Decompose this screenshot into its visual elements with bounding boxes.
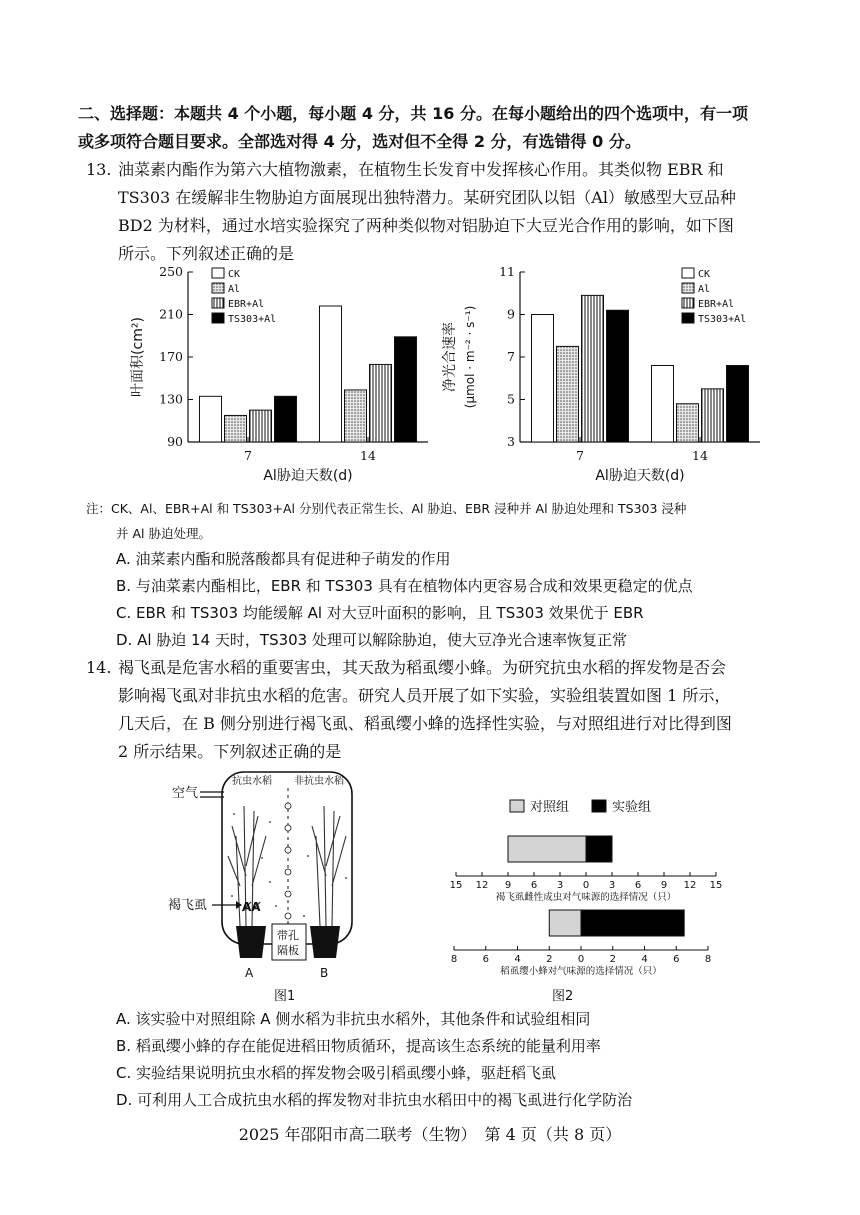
question-14-number: 14. bbox=[86, 658, 112, 677]
leaf-area-chart bbox=[120, 262, 440, 492]
legend-label: TS303+Al bbox=[698, 314, 747, 325]
question-13-number: 13. bbox=[86, 160, 112, 179]
bar-al-7 bbox=[225, 415, 247, 442]
x-axis-label: Al胁迫天数(d) bbox=[595, 468, 685, 484]
y-tick-label: 11 bbox=[499, 264, 515, 279]
legend-swatch-control bbox=[510, 800, 524, 812]
x-tick-label: 14 bbox=[360, 448, 376, 463]
bar-ebr-al-7 bbox=[250, 410, 272, 442]
pot-a bbox=[236, 926, 266, 958]
pot-b bbox=[310, 926, 340, 958]
bar-ebr-al-14 bbox=[702, 389, 724, 442]
x-tick-label: 7 bbox=[576, 448, 584, 463]
section-line-2: 或多项符合题目要求。全部选对得 4 分，选对但不全得 2 分，有选错得 0 分。 bbox=[78, 132, 641, 151]
y-tick-label: 170 bbox=[159, 349, 183, 364]
photosynthesis-rate-chart bbox=[440, 262, 770, 492]
bar-ts303-al-14 bbox=[395, 337, 417, 442]
bar-control-panel-2 bbox=[549, 910, 581, 936]
bar-ck-14 bbox=[320, 306, 342, 442]
x-axis-label: Al胁迫天数(d) bbox=[263, 468, 353, 484]
bar-ebr-al-7 bbox=[582, 295, 604, 442]
bar-ts303-al-14 bbox=[727, 366, 749, 443]
x-tick-label: 2 bbox=[546, 954, 553, 965]
planthopper-label: 褐飞虱 bbox=[168, 898, 208, 913]
bar-ts303-al-7 bbox=[607, 310, 629, 442]
planthopper-icon: ȺȺ bbox=[242, 900, 261, 914]
q13-line-1: 油菜素内酯作为第六大植物激素，在植物生长发育中发挥核心作用。其类似物 EBR 和 bbox=[118, 160, 724, 179]
legend-swatch bbox=[212, 283, 224, 293]
x-tick-label: 9 bbox=[660, 880, 668, 891]
q13-option-b[interactable]: B. 与油菜素内酯相比，EBR 和 TS303 具有在植物体内更容易合成和效果更稳定的优点 bbox=[116, 577, 693, 595]
legend-label-control: 对照组 bbox=[530, 800, 570, 815]
x-tick-label: 4 bbox=[641, 954, 648, 965]
y-tick-label: 210 bbox=[159, 306, 183, 322]
legend-label: CK bbox=[698, 269, 711, 280]
bar-ebr-al-14 bbox=[370, 364, 392, 442]
y-tick-label: 90 bbox=[167, 434, 183, 449]
non-resistant-rice-label: 非抗虫水稻 bbox=[294, 776, 344, 787]
x-tick-label: 12 bbox=[475, 880, 489, 891]
y-tick-label: 130 bbox=[159, 391, 183, 407]
legend-swatch bbox=[682, 268, 694, 278]
bar-al-14 bbox=[345, 390, 367, 442]
legend-label: EBR+Al bbox=[228, 299, 265, 310]
q13-line-4: 所示。下列叙述正确的是 bbox=[118, 244, 295, 263]
q14-line-4: 2 所示结果。下列叙述正确的是 bbox=[118, 742, 342, 761]
legend-label: Al bbox=[228, 284, 241, 295]
legend-swatch bbox=[212, 268, 224, 278]
x-tick-label: 3 bbox=[556, 880, 564, 891]
resistant-rice-label: 抗虫水稻 bbox=[232, 776, 272, 787]
x-tick-label: 6 bbox=[673, 954, 680, 965]
q13-line-3: BD2 为材料，通过水培实验探究了两种类似物对铝胁迫下大豆光合作用的影响，如下图 bbox=[118, 216, 734, 235]
q13-option-a[interactable]: A. 油菜素内酯和脱落酸都具有促进种子萌发的作用 bbox=[116, 550, 451, 568]
y-tick-label: 3 bbox=[507, 434, 515, 449]
partition-label-1: 带孔 bbox=[277, 929, 299, 942]
x-tick-label: 6 bbox=[634, 880, 642, 891]
y-tick-label: 5 bbox=[507, 391, 515, 407]
x-tick-label: 12 bbox=[683, 880, 697, 891]
q13-options bbox=[116, 546, 693, 654]
x-tick-label: 6 bbox=[482, 954, 489, 965]
figure-2-caption: 图2 bbox=[552, 989, 574, 1004]
x-tick-label: 8 bbox=[450, 954, 458, 965]
x-tick-label: 15 bbox=[709, 880, 723, 891]
q13-option-d[interactable]: D. Al 胁迫 14 天时，TS303 处理可以解除胁迫，使大豆净光合速率恢复正常 bbox=[116, 631, 627, 649]
q14-option-a[interactable]: A. 该实验中对照组除 A 侧水稻为非抗虫水稻外，其他条件和试验组相同 bbox=[116, 1010, 591, 1028]
x-tick-label: 7 bbox=[244, 448, 252, 463]
page-footer: 2025 年邵阳市高二联考（生物） 第 4 页（共 8 页） bbox=[238, 1125, 622, 1144]
q14-line-3: 几天后，在 B 侧分别进行褐飞虱、稻虱缨小蜂的选择性实验，与对照组进行对比得到图 bbox=[118, 714, 732, 733]
bar-al-7 bbox=[557, 346, 579, 442]
figure-1-apparatus bbox=[160, 766, 380, 1006]
y-axis-unit: (μmol · m⁻² · s⁻¹) bbox=[463, 305, 477, 409]
x-tick-label: 15 bbox=[449, 880, 463, 891]
x-tick-label: 0 bbox=[577, 954, 585, 965]
figure-2-choice-chart bbox=[440, 790, 740, 1006]
pot-b-label: B bbox=[320, 966, 329, 980]
x-axis-label-panel-1: 褐飞虱雌性成虫对气味源的选择情况（只） bbox=[495, 892, 677, 903]
q13-note-line-2: 并 Al 胁迫处理。 bbox=[116, 526, 211, 541]
q13-option-c[interactable]: C. EBR 和 TS303 均能缓解 Al 对大豆叶面积的影响，且 TS303 效果优于 EBR bbox=[116, 604, 644, 622]
figure-1-caption: 图1 bbox=[274, 989, 296, 1004]
x-axis-label-panel-2: 稻虱缨小蜂对气味源的选择情况（只） bbox=[500, 966, 662, 977]
bar-control-panel-1 bbox=[508, 836, 586, 862]
q13-line-2: TS303 在缓解非生物胁迫方面展现出独特潜力。某研究团队以铝（Al）敏感型大豆品种 bbox=[118, 188, 736, 207]
question-14-stem bbox=[86, 654, 798, 766]
x-tick-label: 8 bbox=[704, 954, 712, 965]
section-line-1: 二、选择题：本题共 4 个小题，每小题 4 分，共 16 分。在每小题给出的四个选项中，有一项 bbox=[78, 104, 748, 123]
bar-experiment-panel-2 bbox=[581, 910, 684, 936]
legend-swatch bbox=[212, 298, 224, 308]
y-tick-label: 9 bbox=[507, 306, 515, 322]
bar-ck-7 bbox=[200, 396, 222, 442]
partition-label-2: 隔板 bbox=[277, 944, 299, 957]
bar-al-14 bbox=[677, 404, 699, 442]
q14-options bbox=[116, 1006, 632, 1114]
bar-ts303-al-7 bbox=[275, 396, 297, 442]
q14-line-1: 褐飞虱是危害水稻的重要害虫，其天敌为稻虱缨小蜂。为研究抗虫水稻的挥发物是否会 bbox=[118, 658, 727, 677]
y-tick-label: 250 bbox=[159, 264, 183, 279]
q14-option-b[interactable]: B. 稻虱缨小蜂的存在能促进稻田物质循环，提高该生态系统的能量利用率 bbox=[116, 1037, 601, 1055]
legend-swatch-experiment bbox=[592, 800, 606, 812]
q13-note bbox=[86, 496, 786, 546]
y-axis-label: 净光合速率 bbox=[442, 322, 458, 392]
section-heading bbox=[78, 100, 798, 156]
x-tick-label: 14 bbox=[692, 448, 708, 463]
x-tick-label: 6 bbox=[530, 880, 538, 891]
q13-note-line-1: 注：CK、Al、EBR+Al 和 TS303+Al 分别代表正常生长、Al 胁迫、EBR 浸种并 Al 胁迫处理和 TS303 浸种 bbox=[86, 501, 687, 516]
legend-label: CK bbox=[228, 269, 241, 280]
legend-swatch bbox=[682, 283, 694, 293]
q14-line-2: 影响褐飞虱对非抗虫水稻的危害。研究人员开展了如下实验，实验组装置如图 1 所示， bbox=[118, 686, 731, 705]
bar-ck-14 bbox=[652, 366, 674, 443]
x-tick-label: 4 bbox=[514, 954, 521, 965]
legend-label-experiment: 实验组 bbox=[612, 800, 652, 815]
q14-option-c[interactable]: C. 实验结果说明抗虫水稻的挥发物会吸引稻虱缨小蜂，驱赶稻飞虱 bbox=[116, 1064, 557, 1082]
question-13-stem bbox=[86, 156, 798, 268]
q14-option-d[interactable]: D. 可利用人工合成抗虫水稻的挥发物对非抗虫水稻田中的褐飞虱进行化学防治 bbox=[116, 1091, 633, 1109]
x-tick-label: 9 bbox=[504, 880, 512, 891]
legend-swatch bbox=[212, 313, 224, 323]
x-tick-label: 0 bbox=[582, 880, 590, 891]
y-axis-label: 叶面积(cm²) bbox=[130, 317, 146, 397]
legend-swatch bbox=[682, 313, 694, 323]
legend-label: Al bbox=[698, 284, 711, 295]
air-label: 空气 bbox=[172, 786, 199, 801]
x-tick-label: 3 bbox=[608, 880, 616, 891]
bar-ck-7 bbox=[532, 315, 554, 443]
rice-plant-right bbox=[312, 806, 346, 926]
y-tick-label: 7 bbox=[507, 349, 515, 364]
legend-swatch bbox=[682, 298, 694, 308]
bar-experiment-panel-1 bbox=[586, 836, 612, 862]
pot-a-label: A bbox=[245, 966, 254, 980]
legend-label: EBR+Al bbox=[698, 299, 735, 310]
legend-label: TS303+Al bbox=[228, 314, 277, 325]
x-tick-label: 2 bbox=[609, 954, 616, 965]
